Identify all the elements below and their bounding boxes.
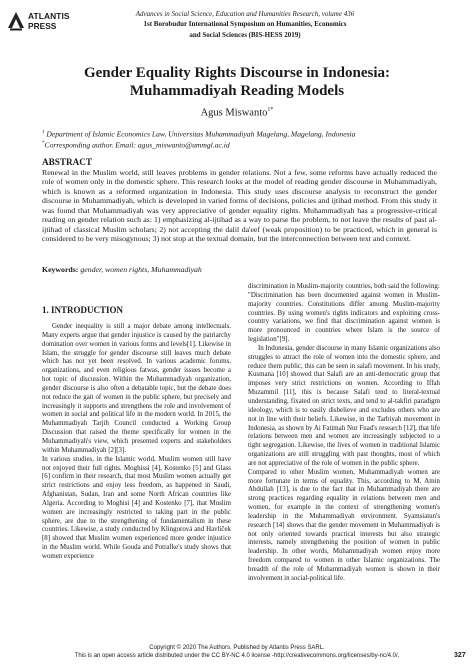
paper-title xyxy=(50,65,424,100)
paragraph: In Indonesia, gender discourse in many Islamic organizations also struggles to attract the role of women into the domestic sphere, and reduce them public, this can be seen in salafi movement. In his study, Kusmana [10] showed that Salafi are an anti-democratic group that imposes very strict restrictions on women. According to Iffah Muzammil [11], this is because Salafi tend to literal-textual understanding, fixated on strict texts, and tend to al-takfiri paradigm ideology, which is to easily disbelieve and excludes others who are not in line with their beliefs. Likewise, in the Tarbiyah movement in Indonesia, as shown by Ai Fatimah Nur Fuad's research [12], that life relations between men and women are increasingly subjected to a tight segregation. Likewise, the lives of women in traditional Islamic organizations are still struggling with past thoughts, most of which are not appreciative of the role of women in the public sphere. xyxy=(248,344,440,467)
series-title: Advances in Social Science, Education and Humanities Research, volume 436 xyxy=(135,10,355,18)
paragraph: Compared to other Muslim women, Muhammadiyah women are more fortunate in terms of equality. This, according to M. Amin Abdullah [13], is due to the fact that in Muhammadiyah there are strong practices regarding equality in relations between men and women, for example in the context of strengthening women's leadership in the Muhammadiyah environment. Syamsiatun's research [14] shows that the gender movement in Muhammadiyah is not only oriented towards practical interests but also strategic interests, namely strengthening the position of women in public leadership. In other words, Muhammadiyah women enjoy more freedom compared to women in other Islamic organizations. The breadth of the role of Muhammadiyah women is shown in their involvement in social-political life. xyxy=(248,468,440,582)
paragraph: In various studies, in the Islamic world, Muslim women still have not enjoyed their full rights. Moghissi [4], Kostenko [5] and Glass [6] confirm in their research, that most Muslim women actually get strict restrictions and enjoy less freedom, as happened in Saudi, Afghanistan, Sudan, Iran and some North African countries like Algeria. According to Moghisi [4] and Kostenko [7], that Muslim women are increasingly restricted to taking part in the public sphere, are due to the strengthening of fundamentalism in these countries. Likewise, a study conducted by Klingorová and Havlíček [8] showed that Muslim women experienced more gender injustice in the Muslim world. While Gouda and Potrafke's study shows that women experience xyxy=(42,455,231,560)
publisher-logo xyxy=(7,9,71,37)
affil-mark2: * xyxy=(42,141,45,147)
copyright-line: Copyright © 2020 The Authors. Published by Atlantis Press SARL. xyxy=(149,645,325,651)
affiliations xyxy=(42,128,442,150)
conference-line1: 1st Borobudur International Symposium on Humanities, Economics xyxy=(143,20,347,29)
left-column xyxy=(42,323,231,562)
page-number: 327 xyxy=(454,652,466,659)
keywords-value: gender, women rights, Muhammadiyah xyxy=(78,265,202,274)
section-heading-introduction: 1. INTRODUCTION xyxy=(42,305,124,315)
running-header xyxy=(90,9,400,40)
corresponding-author: Corresponding author. Email: agus_miswanto@ummgl.ac.id xyxy=(44,140,230,150)
paragraph: Gender inequality is still a major debate among intellectuals. Many experts argue that gender injustice is caused by the patriarchy domination over women in various forms and levels[1]. Likewise in Islam, the struggle for gender discourse still leaves much debate which has not yet been resolved. In various academic forums, organizations, and even religious fatwas, gender issues become a hot topic of discussion. Within the Muhammadiyah organization, gender discourse is also often a debatable topic, but the debate does not reduce the gait of women in the public sphere, but precisely and increasingly it supports and strengthens the role and involvement of women in social and political life in the modern world. In 2015, the Muhammadiyah Tarjih Council conducted a Working Group Discussion that raised the theme specifically for women in the Muhammadiyah's view, which presented experts and stakeholders within Muhammadiyah [2][3]. xyxy=(42,323,231,454)
paragraph: discrimination in Muslim-majority countries, both said the following: xyxy=(248,283,440,290)
block-quote: "Discrimination has been documented against women in Muslim-majority countries. Constitutions differ among Muslim-majority countries. By using women's rights indicators and exploiting cross-country variations, we find that discrimination against women is more pronounced in countries where Islam is the source of legislation"[9]. xyxy=(248,291,440,344)
license-line: This is an open access article distributed under the CC BY-NC 4.0 license -http://creativecommons.org/licenses/by-nc/4.0/. xyxy=(74,653,400,659)
abstract-text: Renewal in the Muslim world, still leaves problems in gender relations. Not a few, some reforms have actually reduced the role of women only in the domestic sphere. This research looks at the model of reading gender discourse in Muhammadiyah, which is known as a reformed organization in Indonesia. This study uses discourse analysis to reconstruct the gender discourse in Muhammadiyah, which is developed in varied forms of decisions, policies and ijtihad method. From this study it was found that Muhammadiyah was very appreciative of gender equality rights. Muhammadiyah has a progressive-critical reading on gender relation such as: 1) emphasizing al-ijtihad as a way to parse the problem, to not leave the results of past al-ijtihad of classical Muslim scholars; 2) not accepting the dalil da'eef (weak proposition) to be practiced, which in general is considered to be very misogynous; 3) not stop at the textual domain, but the interconnection between text and context. xyxy=(42,168,437,244)
author xyxy=(120,107,354,119)
conference-line2: and Social Sciences (BIS-HESS 2019) xyxy=(189,30,301,39)
right-column xyxy=(248,283,440,584)
title-line1: Gender Equality Rights Discourse in Indonesia: xyxy=(83,65,391,81)
author-marks: 1* xyxy=(267,107,274,113)
affiliation-line: Department of Islamic Economics Law, Universitas Muhammadiyah Magelang, Magelang, Indonesia xyxy=(44,129,356,139)
publisher-name-line1: ATLANTIS xyxy=(28,11,70,21)
keywords xyxy=(42,265,437,274)
atlantis-logo-icon xyxy=(7,11,25,31)
title-line2: Muhammadiyah Reading Models xyxy=(129,82,345,99)
footer xyxy=(20,644,454,660)
author-name: Agus Miswanto xyxy=(200,107,268,119)
abstract-heading: ABSTRACT xyxy=(42,157,93,167)
publisher-name-line2: PRESS xyxy=(28,21,57,31)
affil-mark1: 1 xyxy=(42,130,45,135)
keywords-label: Keywords: xyxy=(42,265,79,274)
